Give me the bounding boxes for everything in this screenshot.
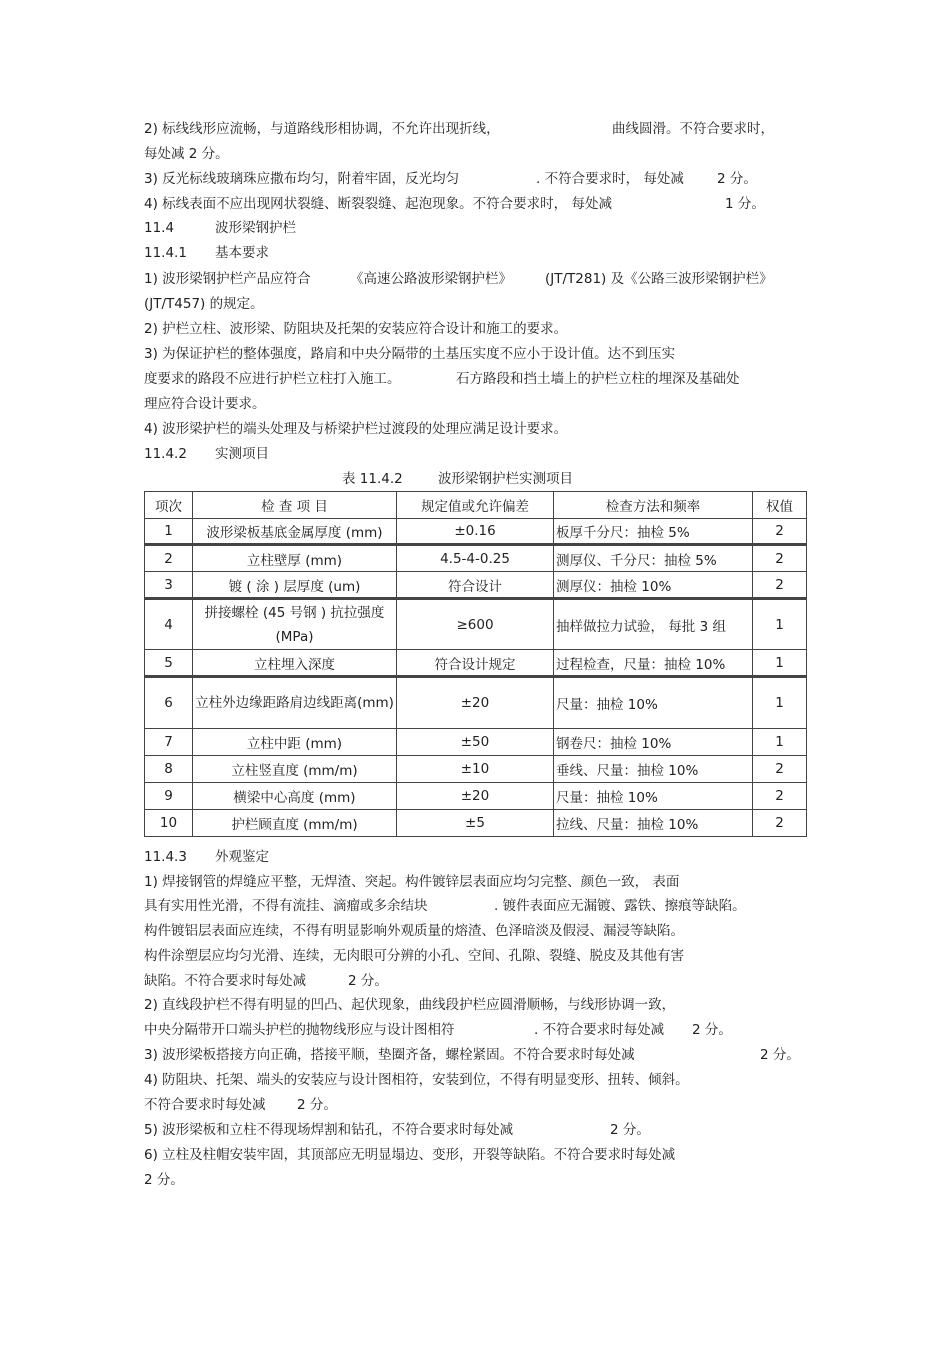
text-run: 理应符合设计要求。 bbox=[144, 396, 266, 412]
text-run: 度要求的路段不应进行护栏立柱打入施工。 bbox=[144, 371, 401, 387]
text-run: . 不符合要求时， 每处减 bbox=[536, 171, 684, 187]
table-cell: 2 bbox=[753, 810, 807, 837]
text-run: 每处减 2 分。 bbox=[144, 146, 229, 162]
text-run: . 不符合要求时每处减 bbox=[534, 1022, 665, 1038]
text-run: 曲线圆滑。不符合要求时， bbox=[612, 121, 774, 137]
text-run: 11.4.2 bbox=[144, 446, 187, 462]
table-cell: 4.5-4-0.25 bbox=[397, 545, 554, 572]
table-cell: ≥600 bbox=[397, 599, 554, 650]
table-cell: 拉线、尺量：抽检 10% bbox=[554, 810, 753, 837]
table-cell: 立柱竖直度 (mm/m) bbox=[193, 756, 397, 783]
table-row bbox=[145, 729, 807, 756]
table-cell: 护栏顾直度 (mm/m) bbox=[193, 810, 397, 837]
table-cell: 板厚千分尺：抽检 5% bbox=[554, 519, 753, 545]
table-cell: 9 bbox=[145, 783, 193, 810]
table-row bbox=[145, 810, 807, 837]
table-cell: ±0.16 bbox=[397, 519, 554, 545]
table-row bbox=[145, 783, 807, 810]
header-cell: 权值 bbox=[753, 492, 807, 519]
text-run: 3) 反光标线玻璃珠应撒布均匀，附着牢固，反光均匀 bbox=[144, 171, 460, 187]
header-cell: 规定值或允许偏差 bbox=[397, 492, 554, 519]
table-cell: 1 bbox=[753, 650, 807, 677]
text-run: (JT/T457) 的规定。 bbox=[144, 296, 264, 312]
text-run: 具有实用性光滑，不得有流挂、滴瘤或多余结块 bbox=[144, 898, 428, 914]
text-run: 2 分。 bbox=[297, 1097, 337, 1113]
text-run: 11.4.3 bbox=[144, 849, 187, 865]
table-cell: 抽样做拉力试验， 每批 3 组 bbox=[554, 599, 753, 650]
text-run: 中央分隔带开口端头护栏的抛物线形应与设计图相符 bbox=[144, 1022, 455, 1038]
table-cell: 垂线、尺量：抽检 10% bbox=[554, 756, 753, 783]
header-cell: 项次 bbox=[145, 492, 193, 519]
table-row bbox=[145, 650, 807, 677]
text-run: 波形梁钢护栏 bbox=[215, 220, 296, 236]
table-cell: 横梁中心高度 (mm) bbox=[193, 783, 397, 810]
table-row bbox=[145, 756, 807, 783]
text-run: 1) 焊接钢管的焊缝应平整，无焊渣、突起。构件镀锌层表面应均匀完整、颜色一致， 表面 bbox=[144, 874, 680, 890]
table-cell: 1 bbox=[753, 599, 807, 650]
table-cell: 8 bbox=[145, 756, 193, 783]
text-run: 基本要求 bbox=[215, 245, 269, 261]
table-cell: 尺量：抽检 10% bbox=[554, 677, 753, 729]
text-run: 4) 防阻块、托架、端头的安装应与设计图相符，安装到位，不得有明显变形、扭转、倾斜。 bbox=[144, 1072, 689, 1088]
table-cell: 4 bbox=[145, 599, 193, 650]
table-cell: 7 bbox=[145, 729, 193, 756]
table-cell: ±5 bbox=[397, 810, 554, 837]
text-run: (JT/T281) 及《公路三波形梁钢护栏》 bbox=[545, 271, 773, 287]
table-cell: 过程检查，尺量：抽检 10% bbox=[554, 650, 753, 677]
table-cell: 1 bbox=[753, 729, 807, 756]
text-run: 构件镀铝层表面应连续，不得有明显影响外观质量的熔渣、色泽暗淡及假浸、漏浸等缺陷。 bbox=[144, 923, 684, 939]
text-run: 不符合要求时每处减 bbox=[144, 1097, 266, 1113]
text-run: 3) 为保证护栏的整体强度，路肩和中央分隔带的土基压实度不应小于设计值。达不到压实 bbox=[144, 346, 676, 362]
text-run: 5) 波形梁板和立柱不得现场焊割和钻孔，不符合要求时每处减 bbox=[144, 1122, 514, 1138]
inspection-table bbox=[144, 491, 807, 837]
text-run: 4) 标线表面不应出现网状裂缝、断裂裂缝、起泡现象。不符合要求时， 每处减 bbox=[144, 196, 612, 212]
text-run: 2 分。 bbox=[760, 1047, 800, 1063]
table-cell: 2 bbox=[753, 783, 807, 810]
table-cell: 波形梁板基底金属厚度 (mm) bbox=[193, 519, 397, 545]
table-cell: ±50 bbox=[397, 729, 554, 756]
table-cell: 钢卷尺：抽检 10% bbox=[554, 729, 753, 756]
text-run: 实测项目 bbox=[215, 446, 269, 462]
text-run: 石方路段和挡土墙上的护栏立柱的埋深及基础处 bbox=[456, 371, 740, 387]
text-run: 2 分。 bbox=[610, 1122, 650, 1138]
table-cell: 立柱中距 (mm) bbox=[193, 729, 397, 756]
table-cell: 2 bbox=[753, 572, 807, 599]
table-cell: 立柱壁厚 (mm) bbox=[193, 545, 397, 572]
table-cell: 尺量：抽检 10% bbox=[554, 783, 753, 810]
table-cell: 镀 ( 涂 ) 层厚度 (um) bbox=[193, 572, 397, 599]
table-cell: 5 bbox=[145, 650, 193, 677]
table-cell: 2 bbox=[753, 545, 807, 572]
table-cell: ±20 bbox=[397, 677, 554, 729]
table-row bbox=[145, 677, 807, 729]
table-caption-title: 波形梁钢护栏实测项目 bbox=[438, 471, 573, 487]
text-run: 4) 波形梁护栏的端头处理及与桥梁护栏过渡段的处理应满足设计要求。 bbox=[144, 421, 568, 437]
table-cell: 1 bbox=[145, 519, 193, 545]
table-cell: 符合设计规定 bbox=[397, 650, 554, 677]
table-row bbox=[145, 545, 807, 572]
text-run: 2) 直线段护栏不得有明显的凹凸、起伏现象，曲线段护栏应圆滑顺畅，与线形协调一致， bbox=[144, 997, 676, 1013]
table-cell: 3 bbox=[145, 572, 193, 599]
text-run: 2) 护栏立柱、波形梁、防阻块及托架的安装应符合设计和施工的要求。 bbox=[144, 321, 568, 337]
text-run: 11.4.1 bbox=[144, 245, 187, 261]
table-cell: 立柱埋入深度 bbox=[193, 650, 397, 677]
table-cell: 1 bbox=[753, 677, 807, 729]
text-run: 1) 波形梁钢护栏产品应符合 bbox=[144, 271, 311, 287]
table-cell: 2 bbox=[753, 756, 807, 783]
text-run: 2) 标线线形应流畅，与道路线形相协调，不允许出现折线， bbox=[144, 121, 500, 137]
text-run: 构件涂塑层应均匀光滑、连续，无肉眼可分辨的小孔、空间、孔隙、裂缝、脱皮及其他有害 bbox=[144, 948, 684, 964]
text-run: 2 分。 bbox=[144, 1172, 184, 1188]
table-cell: 符合设计 bbox=[397, 572, 554, 599]
text-run: 2 分。 bbox=[717, 171, 757, 187]
text-run: 《高速公路波形梁钢护栏》 bbox=[350, 271, 512, 287]
table-cell: ±10 bbox=[397, 756, 554, 783]
table-row bbox=[145, 599, 807, 650]
table-cell: ±20 bbox=[397, 783, 554, 810]
table-row bbox=[145, 572, 807, 599]
table-cell: 测厚仪、千分尺：抽检 5% bbox=[554, 545, 753, 572]
text-run: . 镀件表面应无漏镀、露铁、擦痕等缺陷。 bbox=[494, 898, 746, 914]
text-run: 缺陷。不符合要求时每处减 bbox=[144, 973, 306, 989]
text-run: 1 分。 bbox=[725, 196, 765, 212]
table-cell: 2 bbox=[753, 519, 807, 545]
text-run: 2 分。 bbox=[348, 973, 388, 989]
text-run: 2 分。 bbox=[692, 1022, 732, 1038]
text-run: 6) 立柱及柱帽安装牢固，其顶部应无明显塌边、变形，开裂等缺陷。不符合要求时每处减 bbox=[144, 1147, 676, 1163]
header-cell: 检 查 项 目 bbox=[193, 492, 397, 519]
text-run: 外观鉴定 bbox=[215, 849, 269, 865]
table-cell: 拼接螺栓 (45 号钢 ) 抗拉强度(MPa) bbox=[193, 599, 397, 650]
table-cell: 6 bbox=[145, 677, 193, 729]
table-cell: 10 bbox=[145, 810, 193, 837]
table-caption-number: 表 11.4.2 bbox=[342, 471, 403, 487]
header-cell: 检查方法和频率 bbox=[554, 492, 753, 519]
table-cell: 立柱外边缘距路肩边线距离(mm) bbox=[193, 677, 397, 729]
table-cell: 测厚仪：抽检 10% bbox=[554, 572, 753, 599]
text-run: 3) 波形梁板搭接方向正确，搭接平顺，垫圈齐备，螺栓紧固。不符合要求时每处减 bbox=[144, 1047, 635, 1063]
table-row bbox=[145, 519, 807, 545]
text-run: 11.4 bbox=[144, 220, 175, 236]
table-cell: 2 bbox=[145, 545, 193, 572]
table-header-row bbox=[145, 492, 807, 519]
